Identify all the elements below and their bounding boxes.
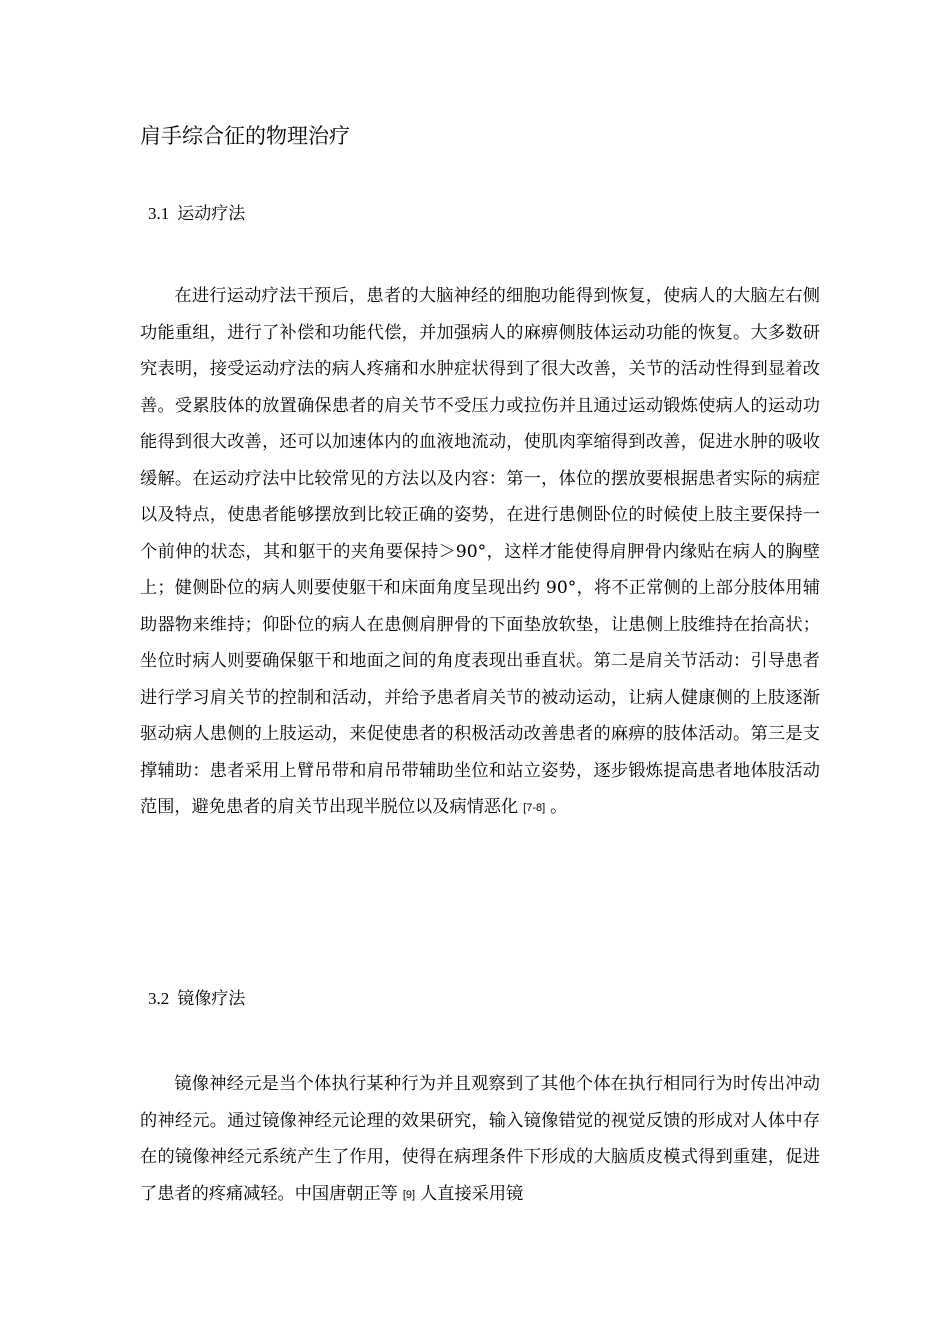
paragraph-text-end: 。: [550, 797, 568, 817]
paragraph-text: 在进行运动疗法干预后，患者的大脑神经的细胞功能得到恢复，使病人的大脑左右侧功能重组，进行了补偿和功能代偿，并加强病人的麻痹侧肢体运动功能的恢复。大多数研究表明，接受运动疗法的病人疼痛和水肿症状得到了很大改善，关节的活动性得到显着改善。受累肢体的放置确保患者的肩关节不受压力或拉伤并且通过运动锻炼使病人的运动功能得到很大改善，还可以加速体内的血液地流动，使肌肉挛缩得到改善，促进水肿的吸收缓解。在运动疗法中比较常见的方法以及内容：第一，体位的摆放要根据患者实际的病症以及特点，使患者能够摆放到比较正确的姿势，在进行患侧卧位的时候使上肢主要保持一个前伸的状态，其和躯干的夹角要保持＞90°，这样才能使得肩胛骨内缘贴在病人的胸壁上；健侧卧位的病人则要使躯干和床面角度呈现出约 90°，将不正常侧的上部分肢体用辅助器物来维持；仰卧位的病人在患侧肩胛骨的下面垫放软垫，让患侧上肢维持在抬高状；坐位时病人则要确保躯干和地面之间的角度表现出垂直状。第二是肩关节活动：引导患者进行学习肩关节的控制和活动，并给予患者肩关节的被动运动，让病人健康侧的上肢逐渐驱动病人患侧的上肢运动，来促使患者的积极活动改善患者的麻痹的肢体活动。第三是支撑辅助：患者采用上臂吊带和肩吊带辅助坐位和站立姿势，逐步锻炼提高患者地体肢活动范围，避免患者的肩关节出现半脱位以及病情恶化: [140, 286, 820, 817]
section-number: 3.2: [148, 989, 170, 1008]
document-title: 肩手综合征的物理治疗: [140, 124, 350, 148]
citation-ref: [7-8]: [523, 802, 546, 814]
section-paragraph-3-1: [140, 278, 820, 827]
section-heading-text: 镜像疗法: [177, 989, 246, 1009]
section-heading-text: 运动疗法: [177, 204, 246, 224]
section-heading-3-2: [148, 985, 245, 1013]
paragraph-text-end: 人直接采用镜: [420, 1183, 524, 1204]
section-paragraph-3-2: [140, 1066, 820, 1213]
citation-ref: [9]: [402, 1188, 416, 1201]
section-heading-3-1: [148, 200, 245, 228]
section-number: 3.1: [148, 204, 170, 223]
paragraph-text: 镜像神经元是当个体执行某种行为并且观察到了其他个体在执行相同行为时传出冲动的神经元。通过镜像神经元论理的效果研究，输入镜像错觉的视觉反馈的形成对人体中存在的镜像神经元系统产生了作用，使得在病理条件下形成的大脑质皮模式得到重建，促进了患者的疼痛减轻。中国唐朝正等: [140, 1074, 820, 1204]
